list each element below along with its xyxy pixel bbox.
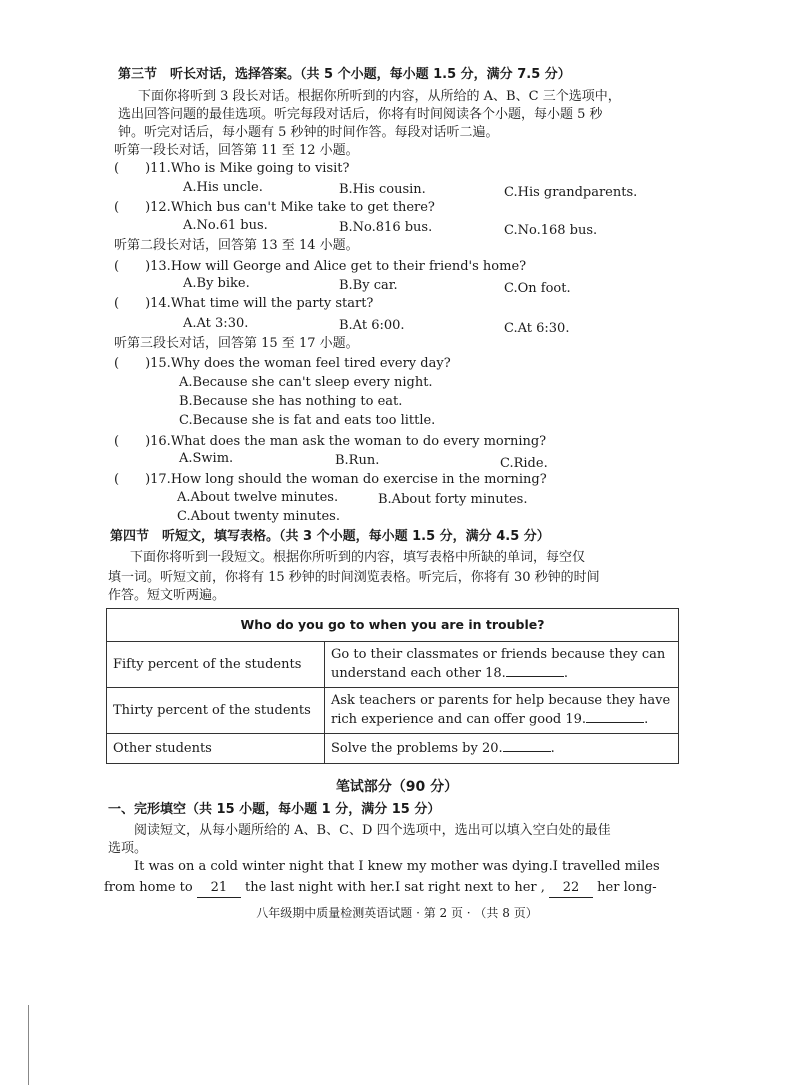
section3-instruction: 选出回答问题的最佳选项。听完每段对话后，你将有时间阅读各个小题，每小题 5 秒 (118, 107, 603, 122)
q12-option-c[interactable]: C.No.168 bus. (504, 223, 598, 238)
q15-option-c[interactable]: C.Because she is fat and eats too little. (179, 413, 436, 428)
question-16: ( )16.What does the man ask the woman to do every morning? (114, 434, 547, 449)
dialogue-3-label: 听第三段长对话，回答第 15 至 17 小题。 (114, 336, 359, 351)
q17-option-b[interactable]: B.About forty minutes. (378, 492, 528, 507)
survey-table (106, 608, 679, 764)
q13-option-a[interactable]: A.By bike. (183, 276, 250, 291)
table-row-3-label: Other students (107, 734, 325, 764)
section4-header: 第四节 听短文，填写表格。（共 3 个小题，每小题 1.5 分，满分 4.5 分） (110, 529, 550, 544)
section3-instruction: 钟。听完对话后，每小题有 5 秒钟的时间作答。每段对话听二遍。 (118, 125, 499, 140)
section3-header: 第三节 听长对话，选择答案。（共 5 个小题，每小题 1.5 分，满分 7.5 分） (118, 67, 571, 82)
question-15: ( )15.Why does the woman feel tired every day? (114, 356, 451, 371)
section4-instruction: 作答。短文听两遍。 (108, 588, 226, 603)
question-12: ( )12.Which bus can't Mike take to get there? (114, 200, 435, 215)
q11-option-c[interactable]: C.His grandparents. (504, 185, 638, 200)
q15-option-a[interactable]: A.Because she can't sleep every night. (179, 375, 433, 390)
table-row-2-content: Ask teachers or parents for help because they have rich experience and can offer good 19. . (325, 688, 679, 734)
q11-option-a[interactable]: A.His uncle. (183, 180, 263, 195)
blank-22-field[interactable]: 22 (549, 879, 593, 898)
blank-18-field[interactable] (506, 664, 564, 677)
table-row-2-label: Thirty percent of the students (107, 688, 325, 734)
written-part-title: 笔试部分（90 分） (335, 779, 459, 795)
q16-option-c[interactable]: C.Ride. (500, 456, 548, 471)
q14-option-b[interactable]: B.At 6:00. (339, 318, 405, 333)
page-footer: 八年级期中质量检测英语试题 · 第 2 页 · （共 8 页） (256, 906, 538, 920)
cloze-passage-line: It was on a cold winter night that I knew my mother was dying.I travelled miles (134, 859, 660, 874)
blank-20-field[interactable] (503, 739, 551, 752)
q12-option-a[interactable]: A.No.61 bus. (183, 218, 268, 233)
table-row-3-content: Solve the problems by 20. . (325, 734, 679, 764)
q14-option-c[interactable]: C.At 6:30. (504, 321, 570, 336)
q13-option-c[interactable]: C.On foot. (504, 281, 571, 296)
dialogue-2-label: 听第二段长对话，回答第 13 至 14 小题。 (114, 238, 359, 253)
table-title: Who do you go to when you are in trouble? (107, 609, 679, 642)
q17-option-a[interactable]: A.About twelve minutes. (177, 490, 339, 505)
question-14: ( )14.What time will the party start? (114, 296, 374, 311)
q15-option-b[interactable]: B.Because she has nothing to eat. (179, 394, 403, 409)
question-17: ( )17.How long should the woman do exercise in the morning? (114, 472, 547, 487)
blank-19-field[interactable] (586, 710, 644, 723)
q13-option-b[interactable]: B.By car. (339, 278, 398, 293)
dialogue-1-label: 听第一段长对话，回答第 11 至 12 小题。 (114, 143, 359, 158)
blank-21-field[interactable]: 21 (197, 879, 241, 898)
cloze-header: 一、完形填空（共 15 小题，每小题 1 分，满分 15 分） (108, 802, 441, 817)
q11-option-b[interactable]: B.His cousin. (339, 182, 426, 197)
question-11: ( )11.Who is Mike going to visit? (114, 161, 350, 176)
scan-edge-line (28, 1005, 29, 1085)
table-row-1-content: Go to their classmates or friends because they can understand each other 18. . (325, 642, 679, 688)
q17-option-c[interactable]: C.About twenty minutes. (177, 509, 340, 524)
table-row-1-label: Fifty percent of the students (107, 642, 325, 688)
section4-instruction: 填一词。听短文前，你将有 15 秒钟的时间浏览表格。听完后，你将有 30 秒钟的时间 (108, 570, 600, 585)
cloze-instruction: 阅读短文，从每小题所给的 A、B、C、D 四个选项中，选出可以填入空白处的最佳 (134, 823, 611, 838)
q12-option-b[interactable]: B.No.816 bus. (339, 220, 433, 235)
section4-instruction: 下面你将听到一段短文。根据你所听到的内容，填写表格中所缺的单词，每空仅 (130, 550, 586, 565)
question-13: ( )13.How will George and Alice get to their friend's home? (114, 259, 527, 274)
cloze-passage-line: from home to 21 the last night with her.I sat right next to her , 22 her long- (104, 879, 657, 898)
q16-option-a[interactable]: A.Swim. (179, 451, 234, 466)
cloze-instruction: 选项。 (108, 841, 148, 856)
q14-option-a[interactable]: A.At 3:30. (183, 316, 249, 331)
q16-option-b[interactable]: B.Run. (335, 453, 380, 468)
section3-instruction: 下面你将听到 3 段长对话。根据你所听到的内容，从所给的 A、B、C 三个选项中， (138, 89, 621, 104)
